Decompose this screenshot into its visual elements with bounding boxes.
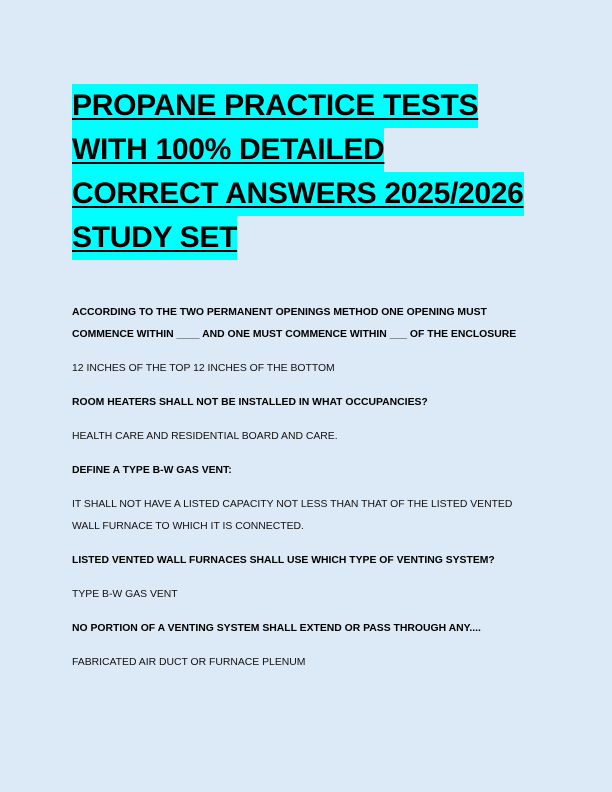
qa-item	[72, 618, 542, 674]
qa-item	[72, 302, 542, 380]
title-line: WITH 100% DETAILED	[72, 128, 384, 172]
answer-text: TYPE B-W GAS VENT	[72, 589, 178, 600]
question-answer-list	[72, 302, 542, 686]
question-text: ACCORDING TO THE TWO PERMANENT OPENINGS METHOD ONE OPENING MUST COMMENCE WITHIN ____ AND ONE MUST COMMENCE WITHIN ___ OF THE ENCLOSURE	[72, 307, 517, 340]
answer-text: IT SHALL NOT HAVE A LISTED CAPACITY NOT LESS THAN THAT OF THE LISTED VENTED WALL FURNACE TO WHICH IT IS CONNECTED.	[72, 499, 513, 532]
question-text: NO PORTION OF A VENTING SYSTEM SHALL EXTEND OR PASS THROUGH ANY....	[72, 623, 481, 634]
answer-text: HEALTH CARE AND RESIDENTIAL BOARD AND CARE.	[72, 431, 338, 442]
question-text: ROOM HEATERS SHALL NOT BE INSTALLED IN WHAT OCCUPANCIES?	[72, 397, 428, 408]
title-line: CORRECT ANSWERS 2025/2026	[72, 172, 524, 216]
title-line: STUDY SET	[72, 216, 237, 260]
qa-item	[72, 460, 542, 538]
question-text: LISTED VENTED WALL FURNACES SHALL USE WHICH TYPE OF VENTING SYSTEM?	[72, 555, 495, 566]
document-title	[72, 84, 552, 260]
question-text: DEFINE A TYPE B-W GAS VENT:	[72, 465, 232, 476]
qa-item	[72, 392, 542, 448]
title-line: PROPANE PRACTICE TESTS	[72, 84, 478, 128]
answer-text: 12 INCHES OF THE TOP 12 INCHES OF THE BOTTOM	[72, 363, 335, 374]
answer-text: FABRICATED AIR DUCT OR FURNACE PLENUM	[72, 657, 306, 668]
qa-item	[72, 550, 542, 606]
